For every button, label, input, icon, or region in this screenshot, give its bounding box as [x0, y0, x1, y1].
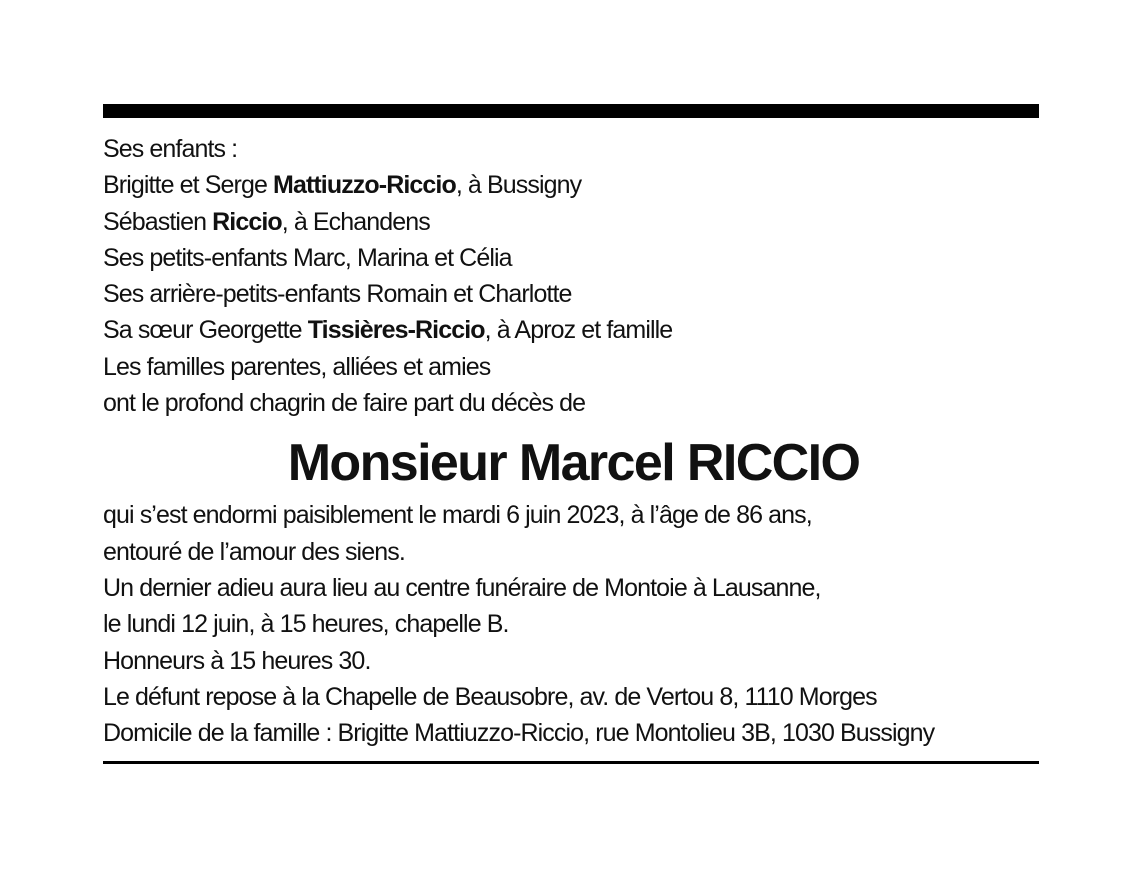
great-grandchildren-line: Ses arrière-petits-enfants Romain et Charlotte [103, 280, 572, 309]
child1-prefix: Brigitte et Serge [103, 171, 274, 200]
detail-line: Domicile de la famille : Brigitte Mattiuzzo-Riccio, rue Montolieu 3B, 1030 Bussigny [103, 719, 935, 748]
sister-suffix: , à Aproz et famille [484, 316, 673, 345]
detail-line: Un dernier adieu aura lieu au centre funéraire de Montoie à Lausanne, [103, 573, 821, 602]
child2-suffix: , à Echandens [281, 207, 430, 236]
grandchildren-line: Ses petits-enfants Marc, Marina et Célia [103, 243, 512, 272]
bottom-rule [103, 761, 1039, 764]
obituary-notice [103, 104, 1039, 764]
detail-line: entouré de l’amour des siens. [103, 537, 405, 566]
detail-line: qui s’est endormi paisiblement le mardi 6 juin 2023, à l’âge de 86 ans, [103, 501, 812, 530]
child1-surname: Mattiuzzo-Riccio [273, 171, 456, 200]
family-line-child1 [103, 167, 1039, 203]
sister-prefix: Sa sœur Georgette [103, 316, 308, 345]
detail-line: Honneurs à 15 heures 30. [103, 646, 371, 675]
deceased-name: Monsieur Marcel RICCIO [287, 434, 860, 493]
top-rule [103, 104, 1039, 118]
family-list [103, 131, 1039, 421]
child1-suffix: , à Bussigny [455, 171, 582, 200]
family-line-child2 [103, 204, 1039, 240]
detail-line: le lundi 12 juin, à 15 heures, chapelle B. [103, 610, 509, 639]
announcement-line: ont le profond chagrin de faire part du décès de [103, 389, 586, 418]
children-heading: Ses enfants : [103, 135, 238, 163]
child2-prefix: Sébastien [103, 207, 213, 236]
families-line: Les familles parentes, alliées et amies [103, 352, 491, 381]
child2-surname: Riccio [212, 207, 282, 236]
sister-surname: Tissières-Riccio [307, 316, 485, 345]
family-line-sister [103, 312, 1039, 348]
detail-line: Le défunt repose à la Chapelle de Beausobre, av. de Vertou 8, 1110 Morges [103, 682, 877, 711]
service-details [103, 497, 1039, 751]
